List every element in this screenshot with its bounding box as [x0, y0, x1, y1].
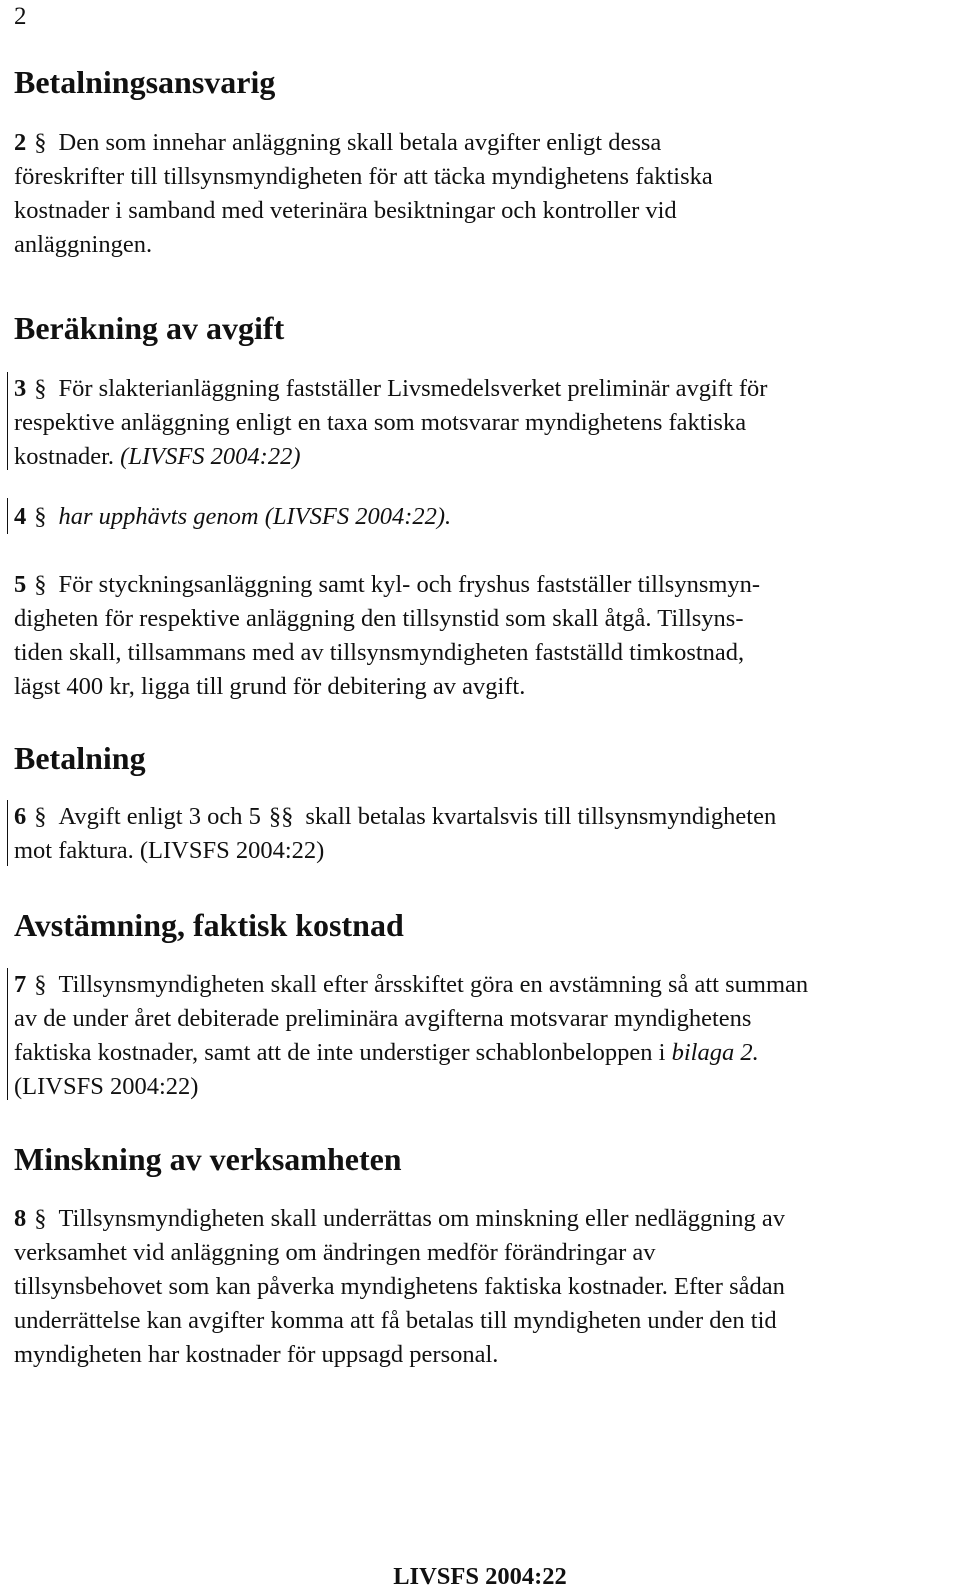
section-sign: §: [34, 803, 47, 830]
page-number: 2: [14, 3, 27, 30]
section-text: har upphävts genom (LIVSFS 2004:22).: [58, 503, 452, 530]
section-8-line-1: [14, 1202, 785, 1236]
section-7-line-4: (LIVSFS 2004:22): [14, 1073, 199, 1100]
section-5: [14, 568, 760, 704]
change-bar: [7, 372, 8, 470]
section-text: faktiska kostnader, samt att de inte understiger schablonbeloppen i: [14, 1039, 666, 1066]
heading-berakning-av-avgift: Beräkning av avgift: [14, 310, 285, 346]
section-sign: §: [34, 571, 47, 598]
section-8: [14, 1202, 785, 1372]
section-6-line-1: [14, 800, 776, 834]
change-bar: [7, 800, 8, 866]
section-2: [14, 126, 713, 262]
section-3-line-1: [14, 372, 767, 406]
heading-minskning: Minskning av verksamheten: [14, 1141, 402, 1177]
section-sign: §: [34, 1205, 47, 1232]
section-8-line-5: myndigheten har kostnader för uppsagd personal.: [14, 1341, 499, 1368]
amendment-reference: (LIVSFS 2004:22): [120, 443, 301, 470]
section-3: [14, 372, 767, 474]
section-text: Tillsynsmyndigheten skall underrättas om minskning eller nedläggning av: [58, 1205, 786, 1232]
section-number: 3: [14, 375, 27, 402]
section-3-line-3: [14, 440, 767, 474]
section-sign: §: [34, 971, 47, 998]
section-sign: §: [34, 503, 47, 530]
section-number: 7: [14, 971, 27, 998]
section-sign: §: [34, 375, 47, 402]
section-text: För slakterianläggning fastställer Livsmedelsverket preliminär avgift för: [58, 375, 768, 402]
section-2-line-1: [14, 126, 713, 160]
section-number: 2: [14, 129, 27, 156]
section-7: [14, 968, 808, 1104]
section-5-line-1: [14, 568, 760, 602]
section-number: 5: [14, 571, 27, 598]
section-number: 8: [14, 1205, 27, 1232]
section-number: 6: [14, 803, 27, 830]
section-8-line-3: tillsynsbehovet som kan påverka myndighetens faktiska kostnader. Efter sådan: [14, 1273, 785, 1300]
section-5-line-3: tiden skall, tillsammans med av tillsynsmyndigheten fastställd timkostnad,: [14, 639, 745, 666]
section-5-line-2: digheten för respektive anläggning den tillsynstid som skall åtgå. Tillsyns-: [14, 605, 744, 632]
section-5-line-4: lägst 400 kr, ligga till grund för debitering av avgift.: [14, 673, 526, 700]
section-text: Tillsynsmyndigheten skall efter årsskiftet göra en avstämning så att summan: [58, 971, 809, 998]
heading-avstamning: Avstämning, faktisk kostnad: [14, 907, 404, 943]
section-2-line-4: anläggningen.: [14, 231, 153, 258]
appendix-reference: bilaga 2.: [671, 1039, 759, 1066]
section-7-line-2: av de under året debiterade preliminära avgifterna motsvarar myndighetens: [14, 1005, 752, 1032]
section-4-line-1: [14, 500, 451, 534]
section-text: Avgift enligt 3 och 5: [58, 803, 261, 830]
section-text: mot faktura.: [14, 837, 134, 864]
section-sign-double: §§: [268, 803, 294, 830]
change-bar: [7, 498, 8, 534]
section-8-line-2: verksamhet vid anläggning om ändringen medför förändringar av: [14, 1239, 656, 1266]
section-2-line-2: föreskrifter till tillsynsmyndigheten för att täcka myndighetens faktiska: [14, 163, 713, 190]
section-4: [14, 500, 451, 534]
section-8-line-4: underrättelse kan avgifter komma att få betalas till myndigheten under den tid: [14, 1307, 777, 1334]
section-number: 4: [14, 503, 27, 530]
heading-betalningsansvarig: Betalningsansvarig: [14, 64, 276, 100]
section-6-line-2: [14, 834, 776, 868]
section-7-line-1: [14, 968, 808, 1002]
section-6: [14, 800, 776, 868]
section-text: För styckningsanläggning samt kyl- och fryshus fastställer tillsynsmyn-: [58, 571, 761, 598]
amendment-reference: (LIVSFS 2004:22): [139, 837, 325, 864]
section-text: skall betalas kvartalsvis till tillsynsmyndigheten: [305, 803, 777, 830]
section-sign: §: [34, 129, 47, 156]
heading-betalning: Betalning: [14, 740, 146, 776]
page-footer: LIVSFS 2004:22: [393, 1563, 567, 1590]
section-2-line-3: kostnader i samband med veterinära besiktningar och kontroller vid: [14, 197, 677, 224]
change-bar: [7, 968, 8, 1100]
section-3-line-2: respektive anläggning enligt en taxa som motsvarar myndighetens faktiska: [14, 409, 747, 436]
section-text: kostnader.: [14, 443, 115, 470]
section-text: Den som innehar anläggning skall betala avgifter enligt dessa: [58, 129, 662, 156]
section-7-line-3: [14, 1036, 808, 1070]
